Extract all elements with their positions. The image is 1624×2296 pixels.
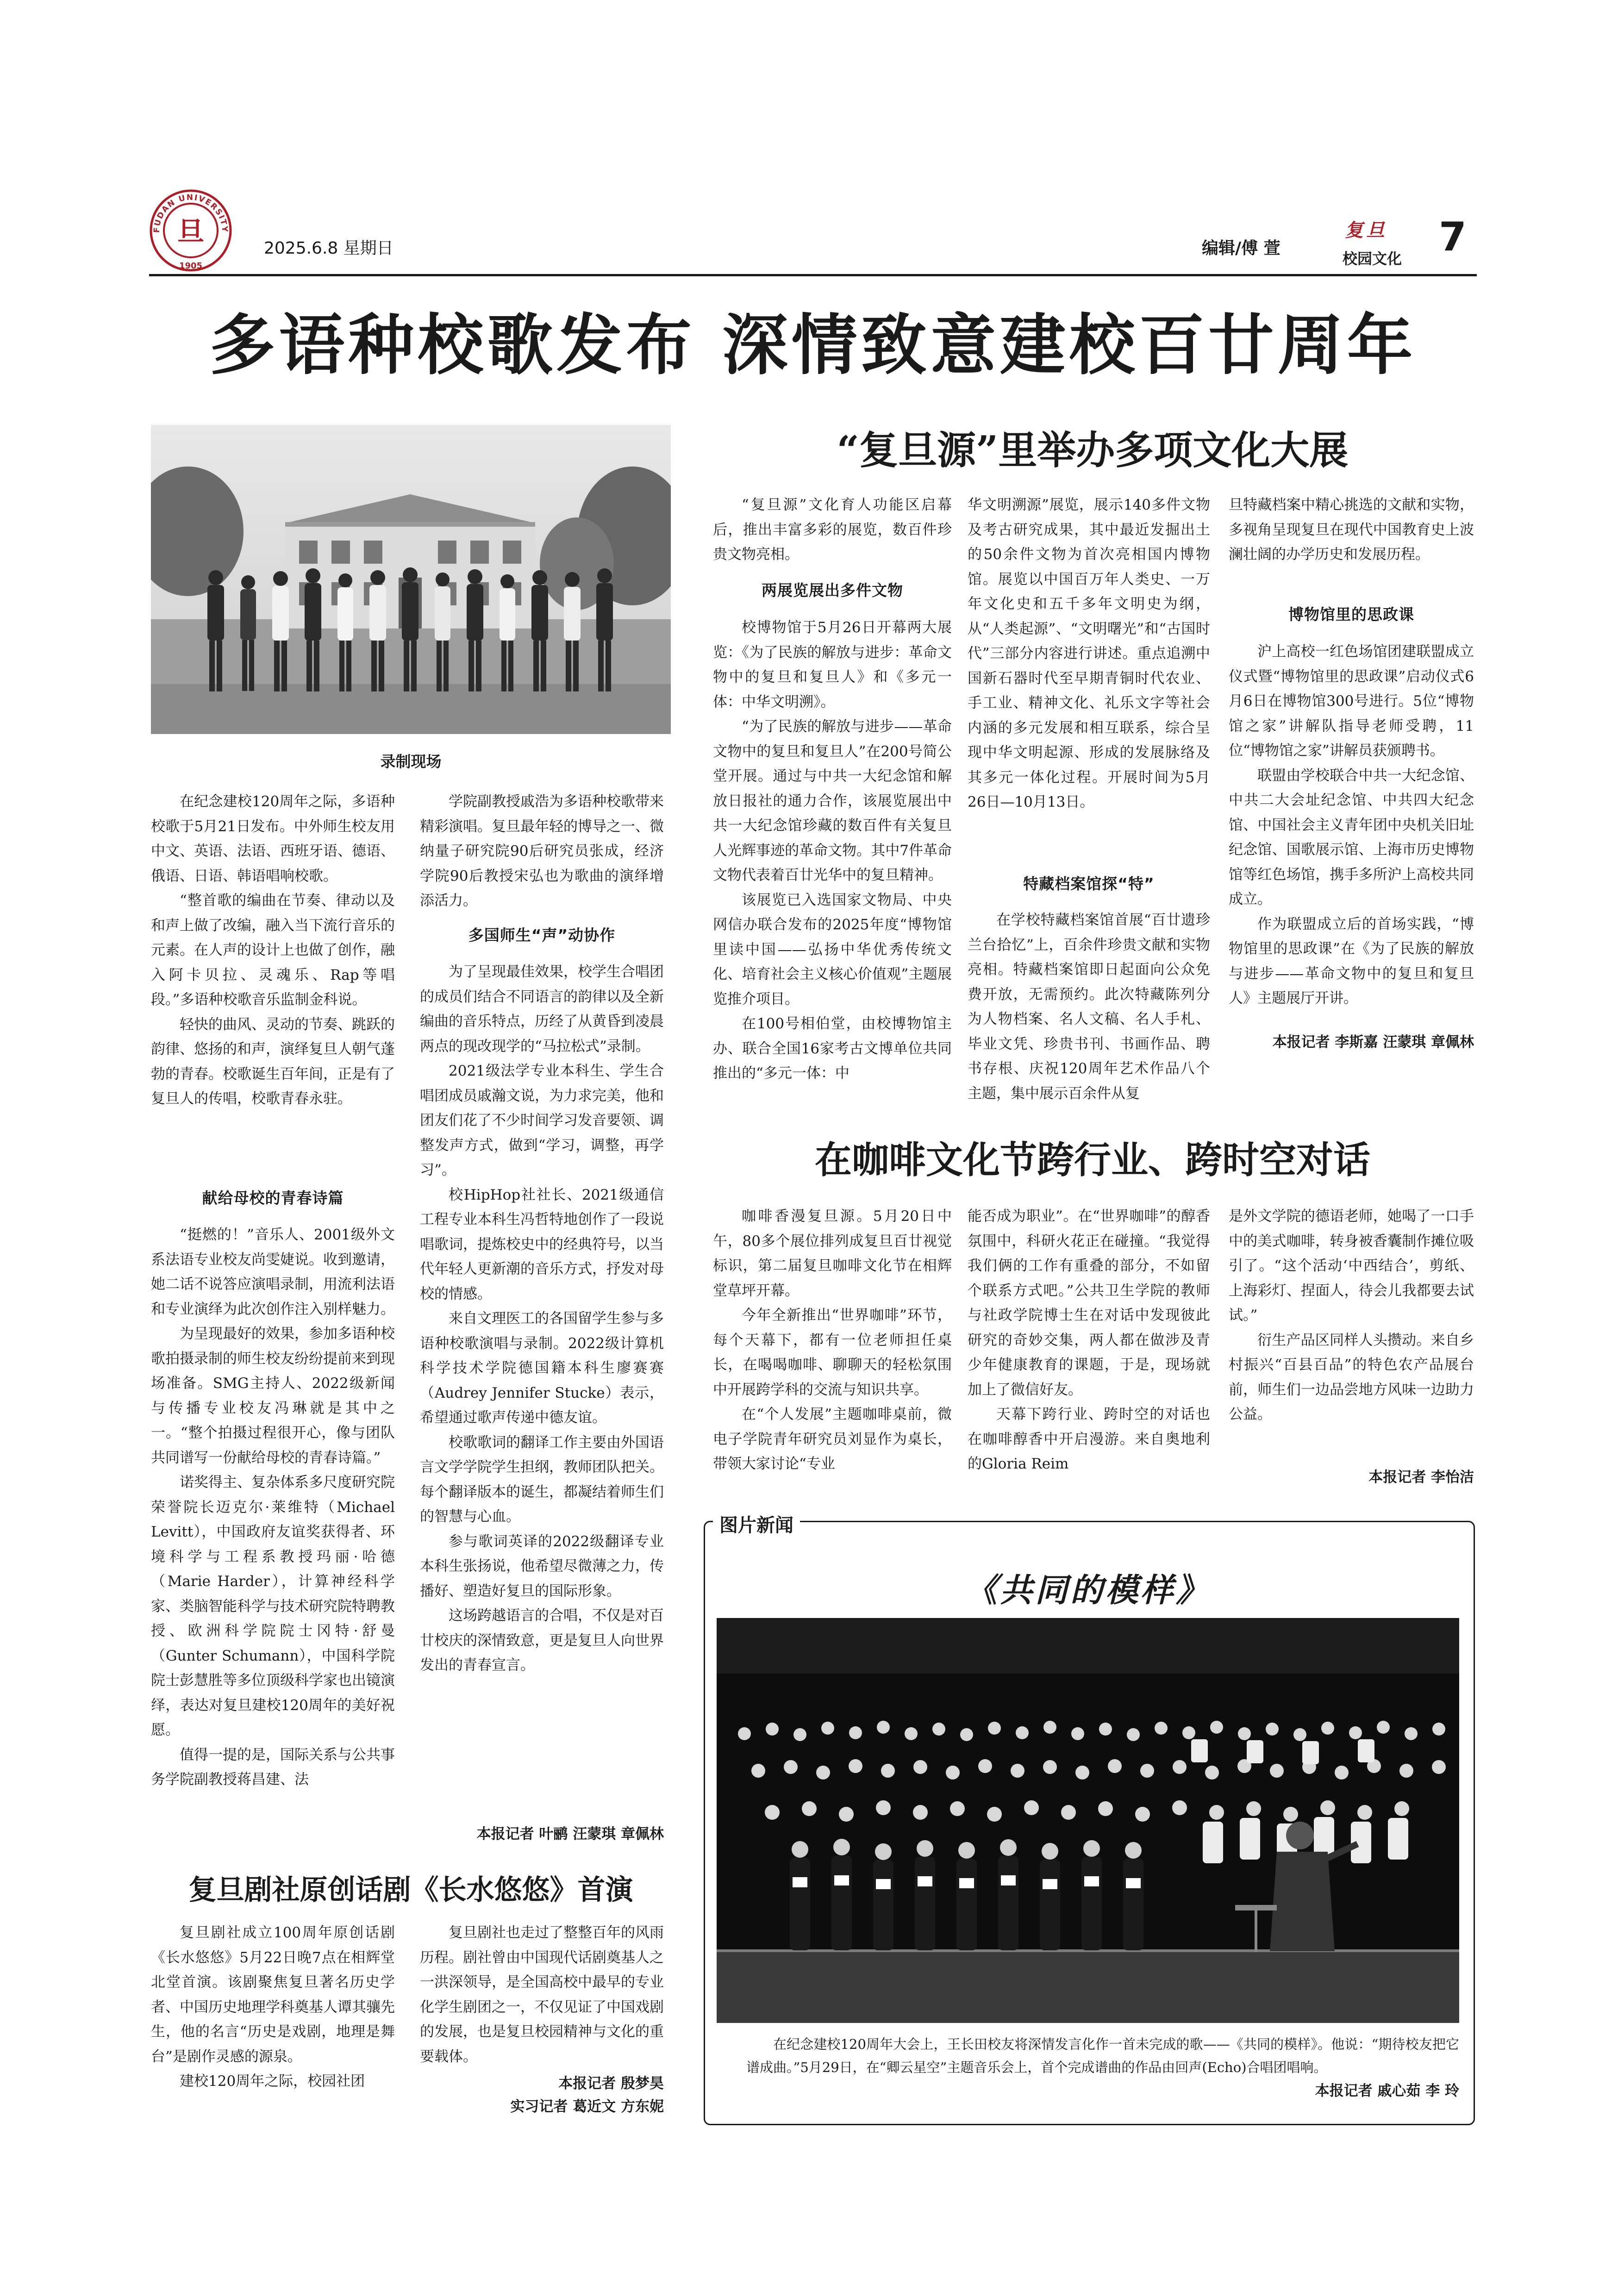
song-column-1 bbox=[151, 790, 395, 1112]
drama-column-1 bbox=[151, 1921, 395, 2094]
paragraph: “挺燃的！”音乐人、2001级外文系法语专业校友尚雯婕说。收到邀请，她二话不说答应演唱录制，用流利法语和专业演绎为此次创作注入别样魅力。 bbox=[151, 1226, 395, 1318]
photo-news-title: 《共同的模样》 bbox=[965, 1571, 1211, 1609]
song-column-1b bbox=[151, 1223, 395, 1792]
song-column-2b bbox=[420, 960, 664, 1678]
exhibit-title: “复旦源”里举办多项文化大展 bbox=[837, 427, 1349, 473]
svg-text:FUDAN UNIVERSITY: FUDAN UNIVERSITY bbox=[152, 193, 230, 233]
paragraph: 旦特藏档案中精心挑选的文献和实物，多视角呈现复旦在现代中国教育史上波澜壮阔的办学历史和发展历程。 bbox=[1229, 497, 1474, 563]
byline: 实习记者 葛近文 方东妮 bbox=[510, 2098, 664, 2115]
paragraph: 天幕下跨行业、跨时空的对话也在咖啡醇香中开启漫游。来自奥地利的Gloria Reim bbox=[968, 1406, 1210, 1472]
university-seal-icon bbox=[149, 189, 232, 272]
exhibit-column-2b bbox=[968, 908, 1210, 1106]
paragraph: 来自文理医工的各国留学生参与多语种校歌演唱与录制。2022级计算机科学技术学院德国籍本科生廖赛赛（Audrey Jennifer Stucke）表示，希望通过歌声传递中德友谊。 bbox=[420, 1310, 664, 1426]
paragraph: “整首歌的编曲在节奏、律动以及和声上做了改编，融入当下流行音乐的元素。在人声的设计上也做了创作，融入阿卡贝拉、灵魂乐、Rap等唱段。”多语种校歌音乐监制金科说。 bbox=[151, 892, 395, 1008]
choir-photo bbox=[717, 1618, 1459, 2023]
svg-text:旦: 旦 bbox=[177, 216, 205, 247]
section-subhead: 特藏档案馆探“特” bbox=[1023, 875, 1155, 893]
drama-title: 复旦剧社原创话剧《长水悠悠》首演 bbox=[188, 1874, 633, 1906]
paragraph: 建校120周年之际，校园社团 bbox=[180, 2073, 365, 2090]
coffee-title: 在咖啡文化节跨行业、跨时空对话 bbox=[815, 1138, 1370, 1182]
paragraph: 作为联盟成立后的首场实践，“博物馆里的思政课”在《为了民族的解放与进步——革命文物中的复旦和复旦人》主题展厅开讲。 bbox=[1229, 915, 1474, 1007]
paragraph: 参与歌词英译的2022级翻译专业本科生张扬说，他希望尽微薄之力，传播好、塑造好复旦的国际形象。 bbox=[420, 1533, 664, 1599]
section-name: 校园文化 bbox=[1343, 250, 1402, 268]
paragraph: 为呈现最好的效果，参加多语种校歌拍摄录制的师生校友纷纷提前来到现场准备。SMG主持人、2022级新闻与传播专业校友冯琳就是其中之一。“整个拍摄过程很开心，像与团队共同谱写一份献给母校的青春诗篇。” bbox=[151, 1325, 395, 1466]
paragraph: 校博物馆于5月26日开幕两大展览：《为了民族的解放与进步：革命文物中的复旦和复旦人》和《多元一体：中华文明溯》。 bbox=[713, 619, 952, 710]
paragraph: 咖啡香漫复旦源。5月20日中午，80多个展位排列成复旦百廿视觉标识，第二届复旦咖啡文化节在相辉堂草坪开幕。 bbox=[713, 1208, 952, 1299]
section-subhead: 博物馆里的思政课 bbox=[1288, 605, 1414, 623]
paragraph: “复旦源”文化育人功能区启幕后，推出丰富多彩的展览，数百件珍贵文物亮相。 bbox=[713, 497, 952, 563]
paragraph: 学院副教授戚浩为多语种校歌带来精彩演唱。复旦最年轻的博导之一、微纳量子研究院90后研究员张成，经济学院90后教授宋弘也为歌曲的演绎增添活力。 bbox=[420, 793, 664, 909]
paragraph: 在“个人发展”主题咖啡桌前，微电子学院青年研究员刘显作为桌长，带领大家讨论“专业 bbox=[713, 1406, 952, 1472]
song-column-2 bbox=[420, 790, 664, 914]
exhibit-column-3b bbox=[1229, 640, 1474, 1011]
paragraph: 复旦剧社成立100周年原创话剧《长水悠悠》5月22日晚7点在相辉堂北堂首演。该剧聚焦复旦著名历史学者、中国历史地理学科奠基人谭其骧先生，他的名言“历史是戏剧，地理是舞台”是剧作灵感的源泉。 bbox=[151, 1924, 395, 2065]
paragraph: 值得一提的是，国际关系与公共事务学院副教授蒋昌建、法 bbox=[151, 1746, 395, 1788]
paragraph: 这场跨越语言的合唱，不仅是对百廿校庆的深情致意，更是复旦人向世界发出的青春宣言。 bbox=[420, 1607, 664, 1674]
paragraph: 轻快的曲风、灵动的节奏、跳跃的韵律、悠扬的和声，演绎复旦人朝气蓬勃的青春。校歌诞生百年间，正是有了复旦人的传唱，校歌青春永驻。 bbox=[151, 1016, 395, 1107]
paragraph: 沪上高校一红色场馆团建联盟成立仪式暨“博物馆里的思政课”启动仪式6月6日在博物馆300号进行。5位“博物馆之家”讲解队指导老师受聘，11位“博物馆之家”讲解员获颁聘书。 bbox=[1229, 643, 1474, 759]
paragraph: 在纪念建校120周年之际，多语种校歌于5月21日发布。中外师生校友用中文、英语、法语、西班牙语、德语、俄语、日语、韩语唱响校歌。 bbox=[151, 793, 395, 884]
paragraph: 诺奖得主、复杂体系多尺度研究院荣誉院长迈克尔·莱维特（Michael Levitt），中国政府友谊奖获得者、环境科学与工程系教授玛丽·哈德（Marie Harder），计算神经科学家、类脑智能科学与技术研究院特聘教授、欧洲科学院院士冈特·舒曼（Gunter Schumann），中国科学院院士彭慧胜等多位顶级科学家也出镜演绎，表达对复旦建校120周年的美好祝愿。 bbox=[151, 1474, 395, 1738]
coffee-column-2 bbox=[968, 1204, 1210, 1477]
recording-photo bbox=[151, 425, 671, 734]
byline: 本报记者 殷梦昊 bbox=[558, 2075, 664, 2092]
photo-news-label: 图片新闻 bbox=[713, 1511, 800, 1537]
exhibit-column-1 bbox=[713, 493, 952, 567]
drama-column-2 bbox=[420, 1921, 664, 2069]
paragraph: 复旦剧社也走过了整整百年的风雨历程。剧社曾由中国现代话剧奠基人之一洪深领导，是全国高校中最早的专业化学生剧团之一，不仅见证了中国戏剧的发展，也是复旦校园精神与文化的重要载体。 bbox=[420, 1924, 664, 2065]
masthead-logo bbox=[149, 189, 232, 272]
exhibit-column-1b bbox=[713, 616, 952, 1086]
exhibit-column-2 bbox=[968, 493, 1210, 815]
paragraph: 今年全新推出“世界咖啡”环节，每个天幕下，都有一位老师担任桌长，在喝喝咖啡、聊聊天的轻松氛围中开展跨学科的交流与知识共享。 bbox=[713, 1307, 952, 1398]
paragraph: 在100号相伯堂，由校博物馆主办、联合全国16家考古文博单位共同推出的“多元一体：中 bbox=[713, 1015, 952, 1082]
coffee-column-3 bbox=[1229, 1204, 1474, 1427]
header-rule bbox=[149, 274, 1477, 276]
paper-name: 复旦 bbox=[1345, 219, 1387, 241]
main-headline: 多语种校歌发布 深情致意建校百廿周年 bbox=[209, 307, 1417, 384]
paragraph: 为了呈现最佳效果，校学生合唱团的成员们结合不同语言的韵律以及全新编曲的音乐特点，历经了从黄昏到凌晨两点的现改现学的“马拉松式”录制。 bbox=[420, 964, 664, 1055]
paragraph: 2021级法学专业本科生、学生合唱团成员戚瀚文说，为力求完美，他和团友们花了不少时间学习发音要领、调整发声方式，做到“学习，调整，再学习”。 bbox=[420, 1063, 664, 1178]
byline: 本报记者 李怡洁 bbox=[1368, 1469, 1474, 1486]
paragraph: 校HipHop社社长、2021级通信工程专业本科生冯哲特地创作了一段说唱歌词，提炼校史中的经典符号，以当代年轻人更新潮的音乐方式，抒发对母校的情感。 bbox=[420, 1186, 664, 1302]
paragraph: “为了民族的解放与进步——革命文物中的复旦和复旦人”在200号简公堂开展。通过与中共一大纪念馆和解放日报社的通力合作，该展览展出中共一大纪念馆珍藏的数百件有关复旦人光辉事迹的革命文物。其中7件革命文物代表着百廿光华中的复旦精神。 bbox=[713, 718, 952, 884]
exhibit-column-3 bbox=[1229, 493, 1474, 567]
byline: 本报记者 戚心茹 李 玲 bbox=[1315, 2083, 1459, 2099]
paragraph: 是外文学院的德语老师，她喝了一口手中的美式咖啡，转身被香囊制作摊位吸引了。“这个活动‘中西结合’，剪纸、上海彩灯、捏面人，待会儿我都要去试试。” bbox=[1229, 1208, 1474, 1324]
editor-credit: 编辑/傅 萱 bbox=[1202, 239, 1280, 258]
paragraph: 校歌歌词的翻译工作主要由外国语言文学学院学生担纲，教师团队把关。每个翻译版本的诞生，都凝结着师生们的智慧与心血。 bbox=[420, 1434, 664, 1525]
photo-caption: 录制现场 bbox=[380, 753, 442, 771]
paragraph: 华文明溯源”展览，展示140多件文物及考古研究成果，其中最近发掘出土的50余件文物为首次亮相国内博物馆。展览以中国百万年人类史、一万年文化史和五千多年文明史为纲，从“人类起源”、“文明曙光”和“古国时代”三部分内容进行讲述。重点追溯中国新石器时代至早期青铜时代农业、手工业、精神文化、礼乐文字等社会内涵的多元发展和相互联系，综合呈现中华文明起源、形成的发展脉络及其多元一体化过程。开展时间为5月26日—10月13日。 bbox=[968, 497, 1210, 810]
paragraph: 衍生产品区同样人头攒动。来自乡村振兴“百县百品”的特色农产品展台前，师生们一边品尝地方风味一边助力公益。 bbox=[1229, 1332, 1474, 1423]
paragraph: 能否成为职业”。在“世界咖啡”的醇香氛围中，科研火花正在碰撞。“我觉得我们俩的工作有重叠的部分，不如留个联系方式吧。”公共卫生学院的教师与社政学院博士生在对话中发现彼此研究的奇妙交集，两人都在做涉及青少年健康教育的课题，于是，现场就加上了微信好友。 bbox=[968, 1208, 1210, 1398]
paragraph: 联盟由学校联合中共一大纪念馆、中共二大会址纪念馆、中共四大纪念馆、中国社会主义青年团中央机关旧址纪念馆、国歌展示馆、上海市历史博物馆等红色场馆，携手多所沪上高校共同成立。 bbox=[1229, 767, 1474, 908]
issue-date: 2025.6.8 星期日 bbox=[264, 239, 394, 258]
svg-text:1905: 1905 bbox=[179, 261, 203, 271]
coffee-column-1 bbox=[713, 1204, 952, 1477]
section-subhead: 多国师生“声”动协作 bbox=[468, 926, 616, 944]
photo-news-caption: 在纪念建校120周年大会上，王长田校友将深情发言化作一首未完成的歌——《共同的模样》。他说：“期待校友把它谱成曲。”5月29日，在“卿云星空”主题音乐会上，首个完成谱曲的作品由回声(Echo)合唱团唱响。 bbox=[746, 2036, 1459, 2075]
page-number: 7 bbox=[1439, 214, 1467, 260]
paragraph: 该展览已入选国家文物局、中央网信办联合发布的2025年度“博物馆里读中国——弘扬中华优秀传统文化、培育社会主义核心价值观”主题展览推介项目。 bbox=[713, 891, 952, 1008]
section-subhead: 献给母校的青春诗篇 bbox=[202, 1189, 344, 1207]
byline: 本报记者 李斯嘉 汪蒙琪 章佩林 bbox=[1272, 1034, 1474, 1051]
paragraph: 在学校特藏档案馆首展“百廿遗珍 兰台拾忆”上，百余件珍贵文献和实物亮相。特藏档案馆即日起面向公众免费开放，无需预约。此次特藏陈列分为人物档案、名人文稿、名人手札、毕业文凭、珍贵书刊、书画作品、聘书存根、庆祝120周年艺术作品八个主题，集中展示百余件从复 bbox=[968, 912, 1210, 1102]
byline: 本报记者 叶鹂 汪蒙琪 章佩林 bbox=[476, 1826, 664, 1842]
section-subhead: 两展览展出多件文物 bbox=[762, 581, 903, 599]
